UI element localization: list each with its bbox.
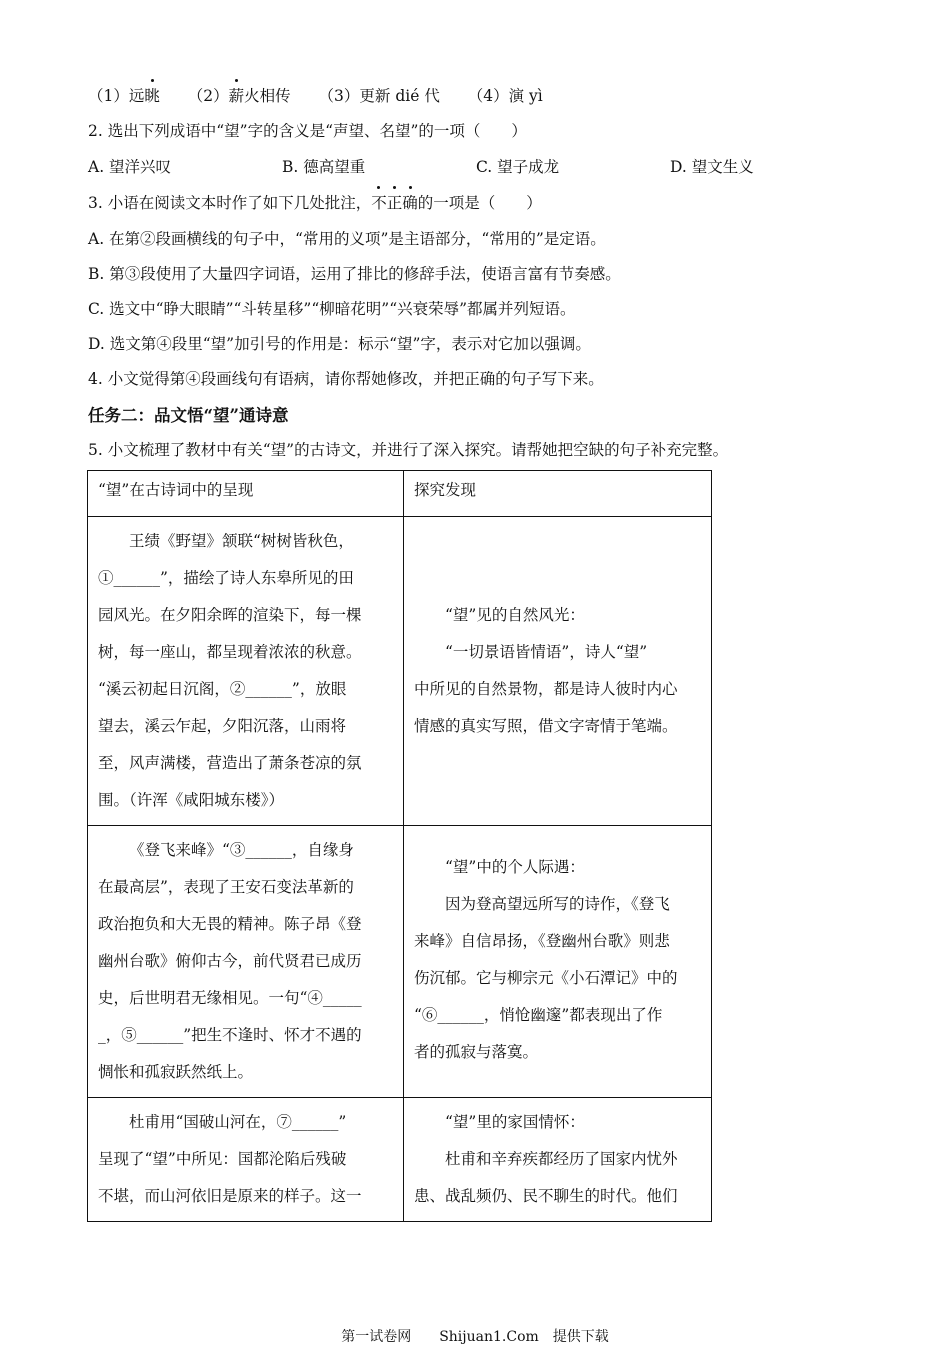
cell-line: 者的孤寂与落寞。	[414, 1043, 539, 1061]
cell-line: “一切景语皆情语”，诗人“望”	[445, 643, 648, 661]
q1-item-b: （2）	[187, 87, 229, 105]
cell-line: 杜甫和辛弃疾都经历了国家内忧外	[445, 1150, 678, 1168]
cell-line: 惆怅和孤寂跃然纸上。	[98, 1063, 254, 1081]
header-right: 探究发现	[414, 481, 477, 499]
cell-line: _，⑤______”把生不逢时、怀才不遇的	[98, 1026, 362, 1044]
table-cell	[404, 517, 712, 826]
q2-stem: 2. 选出下列成语中“望”字的含义是“声望、名望”的一项（ ）	[88, 122, 527, 140]
cell-line: 伤沉郁。它与柳宗元《小石潭记》中的	[414, 969, 678, 987]
q1-item-d: （4）演 yì	[467, 87, 543, 105]
q5-stem: 5. 小文梳理了教材中有关“望”的古诗文，并进行了深入探究。请帮她把空缺的句子补充完整。	[88, 441, 729, 459]
row1-left	[88, 517, 403, 825]
cell-line: 幽州台歌》俯仰古今，前代贤君已成历	[98, 952, 362, 970]
q3-stem-text-end: 的一项是（ ）	[417, 194, 542, 212]
table-header-cell	[88, 471, 404, 517]
emphasis-char: 眺	[144, 84, 160, 106]
cell-line: “⑥______，悄怆幽邃”都表现出了作	[414, 1006, 663, 1024]
q4-stem: 4. 小文觉得第④段画线句有语病，请你帮她修改，并把正确的句子写下来。	[88, 370, 604, 388]
q2-option-d: D. 望文生义	[670, 158, 754, 176]
cell-line: 因为登高望远所写的诗作，《登飞	[445, 895, 670, 913]
cell-line: 不堪，而山河依旧是原来的样子。这一	[98, 1187, 362, 1205]
page-footer: 第一试卷网 Shijuan1.Com 提供下载	[341, 1329, 609, 1345]
cell-line: ①______”，描绘了诗人东皋所见的田	[98, 569, 354, 587]
row3-left	[88, 1098, 403, 1221]
cell-line: 政治抱负和大无畏的精神。陈子昂《登	[98, 915, 362, 933]
q3-option-a: A. 在第②段画横线的句子中，“常用的义项”是主语部分，“常用的”是定语。	[88, 230, 606, 248]
task2-heading: 任务二：品文悟“望”通诗意	[88, 406, 289, 425]
q2-option-b: B. 德高望重	[282, 158, 366, 176]
cell-line: “望”见的自然风光：	[445, 606, 585, 624]
emphasis-char: 确	[402, 191, 418, 213]
q3-option-c: C. 选文中“睁大眼睛”“斗转星移”“柳暗花明”“兴衰荣辱”都属并列短语。	[88, 300, 576, 318]
cell-line: 围。（许浑《咸阳城东楼》）	[98, 791, 285, 809]
table-cell	[88, 517, 404, 826]
cell-line: 至，风声满楼，营造出了萧条苍凉的氛	[98, 754, 362, 772]
cell-line: 情感的真实写照，借文字寄情于笔端。	[414, 717, 678, 735]
row1-right	[404, 517, 711, 751]
cell-line: “望”中的个人际遇：	[445, 858, 585, 876]
cell-line: 患、战乱频仍、民不聊生的时代。他们	[414, 1187, 678, 1205]
table-header-cell	[404, 471, 712, 517]
q3-stem-text: 3. 小语在阅读文本时作了如下几处批注，	[88, 194, 372, 212]
cell-line: 在最高层”，表现了王安石变法革新的	[98, 878, 354, 896]
cell-line: 史，后世明君无缘相见。一句“④_____	[98, 989, 362, 1007]
table-row	[88, 826, 712, 1098]
table-row	[88, 1098, 712, 1222]
cell-line: 王绩《野望》颔联“树树皆秋色，	[129, 532, 354, 550]
cell-line: 来峰》自信昂扬，《登幽州台歌》则悲	[414, 932, 670, 950]
cell-line: “望”里的家国情怀：	[445, 1113, 585, 1131]
q3-stem	[88, 191, 542, 213]
q1-item-c: （3）更新 dié 代	[318, 87, 440, 105]
row2-left	[88, 826, 403, 1097]
table-cell	[404, 1098, 712, 1222]
row3-right	[404, 1098, 711, 1221]
cell-line: “溪云初起日沉阁，②______”，放眼	[98, 680, 347, 698]
header-left: “望”在古诗词中的呈现	[98, 481, 254, 499]
cell-line: 杜甫用“国破山河在，⑦______”	[129, 1113, 347, 1131]
q2-option-a: A. 望洋兴叹	[88, 158, 172, 176]
cell-line: 望去，溪云乍起，夕阳沉落，山雨将	[98, 717, 347, 735]
table-cell	[88, 826, 404, 1098]
emphasis-char: 正	[387, 191, 403, 213]
row2-right	[404, 826, 711, 1077]
poetry-table	[87, 470, 712, 1222]
q2-option-c: C. 望子成龙	[476, 158, 560, 176]
table-row	[88, 517, 712, 826]
table-header-row	[88, 471, 712, 517]
emphasis-char: 薪	[229, 84, 245, 106]
cell-line: 呈现了“望”中所见：国都沦陷后残破	[98, 1150, 347, 1168]
table-cell	[88, 1098, 404, 1222]
cell-line: 中所见的自然景物，都是诗人彼时内心	[414, 680, 678, 698]
emphasis-char: 不	[371, 191, 387, 213]
q1-items	[88, 84, 543, 106]
cell-line: 园风光。在夕阳余晖的渲染下，每一棵	[98, 606, 362, 624]
cell-line: 《登飞来峰》“③______，自缘身	[129, 841, 354, 859]
q3-option-b: B. 第③段使用了大量四字词语，运用了排比的修辞手法，使语言富有节奏感。	[88, 265, 621, 283]
q1-item-a: （1）远	[88, 87, 145, 105]
q1-item-b-rest: 火相传	[244, 87, 291, 105]
table-cell	[404, 826, 712, 1098]
cell-line: 树，每一座山，都呈现着浓浓的秋意。	[98, 643, 362, 661]
q3-option-d: D. 选文第④段里“望”加引号的作用是：标示“望”字，表示对它加以强调。	[88, 335, 591, 353]
